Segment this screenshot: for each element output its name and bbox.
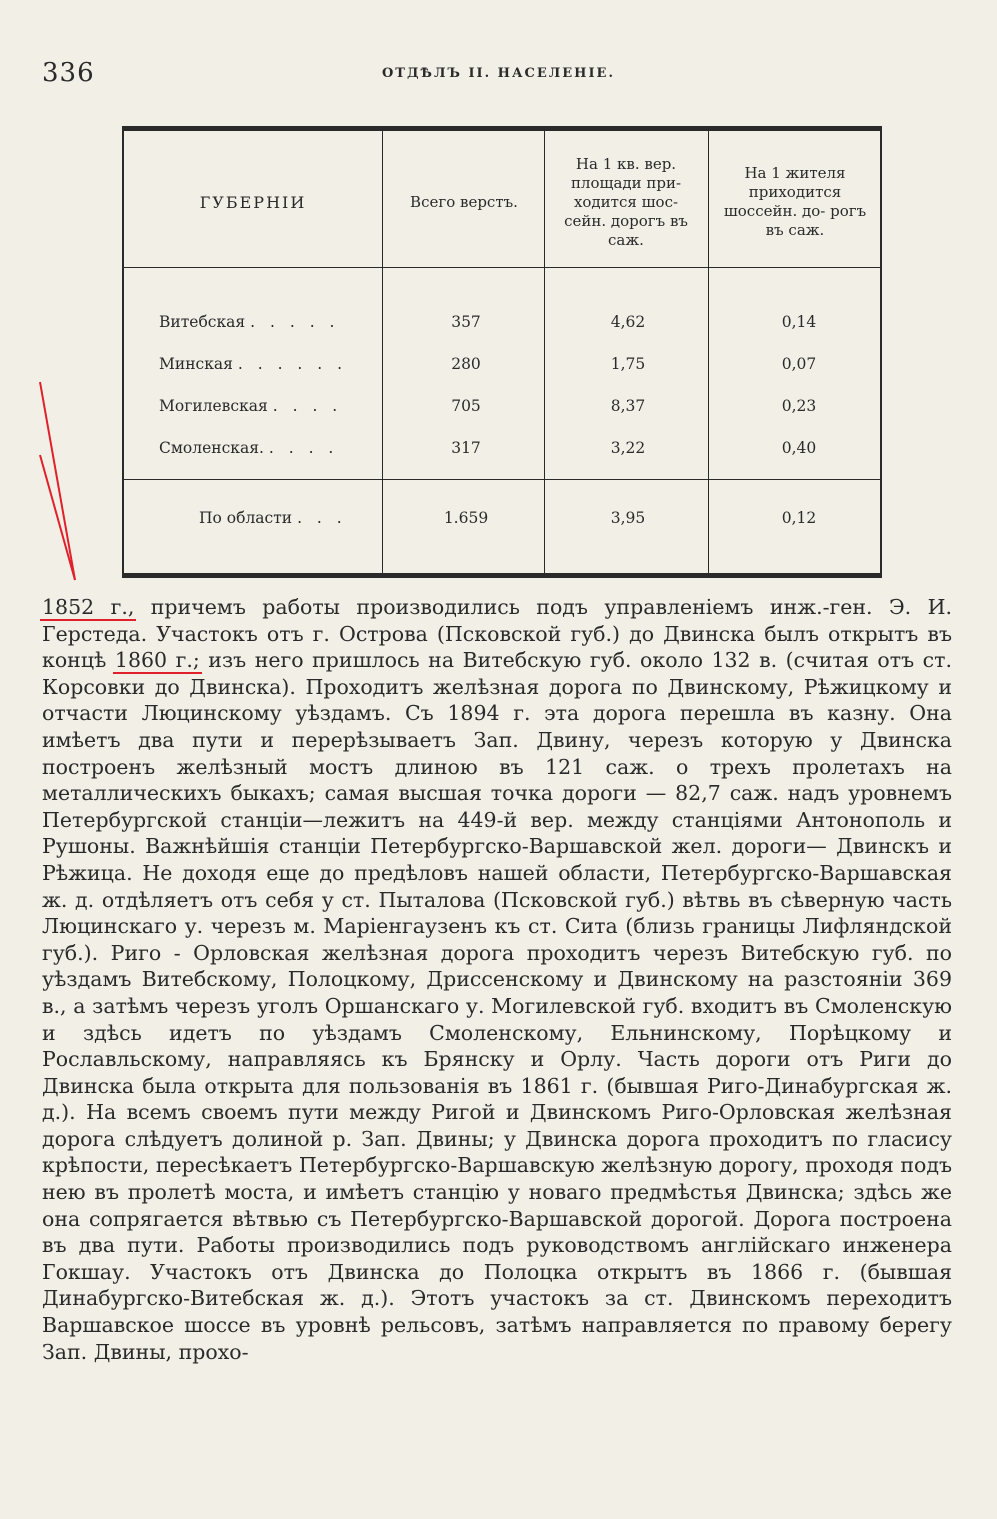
per-person-value: 0,12 — [781, 509, 817, 527]
total-versts: 1.659 — [443, 509, 489, 527]
per-area-value: 1,75 — [610, 355, 646, 373]
table-row — [124, 391, 880, 421]
column-header-total-versts: Всего верстъ. — [410, 192, 518, 211]
highlight-text: 1860 г.; — [114, 648, 200, 673]
per-person-value: 0,23 — [781, 397, 817, 415]
table-total-row — [124, 503, 880, 533]
body-text — [42, 594, 952, 1365]
leader-dots: . . . — [297, 509, 347, 527]
leader-dots: . . . . — [268, 439, 339, 457]
red-arrow-annotation — [0, 0, 120, 620]
column-header-per-area: На 1 кв. вер. площади при- ходится шос- сейн. дорогъ въ саж. — [564, 154, 688, 249]
statistics-table — [122, 126, 882, 578]
province-name: Смоленская. — [159, 439, 264, 457]
per-person-value: 0,07 — [781, 355, 817, 373]
total-versts: 317 — [451, 439, 481, 457]
total-label: По области — [199, 509, 293, 527]
total-versts: 705 — [451, 397, 481, 415]
table-row — [124, 349, 880, 379]
highlighted-date — [115, 648, 200, 672]
body-text-segment: изъ него пришлось на Витебскую губ. около 132 в. (считая отъ ст. Корсовки до Двинска). Проходитъ желѣзная дорога по Двинскому, Рѣжицкому и отчасти Люцинскому уѣздамъ. Съ 1894 г. эта дорога перешла въ казну. Она имѣетъ два пути и перерѣзываетъ Зап. Двину, черезъ которую у Двинска построенъ желѣзный мостъ длиною въ 121 саж. о трехъ пролетахъ на металлическихъ быкахъ; самая высшая точка дороги — 82,7 саж. надъ уровнемъ Петербургской станціи—лежитъ на 449-й вер. между станціями Антонополь и Рушоны. Важнѣйшія станціи Петербургско-Варшавской жел. дороги— Двинскъ и Рѣжица. Не доходя еще до предѣловъ нашей области, Петербургско-Варшавская ж. д. отдѣляетъ отъ себя у ст. Пыталова (Псковской губ.) вѣтвь въ сѣверную часть Люцинскаго у. черезъ м. Маріенгаузенъ къ ст. Сита (близь границы Лифляндской губ.). Риго - Орловская желѣзная дорога проходитъ черезъ Витебскую губ. по уѣздамъ Витебскому, Полоцкому, Дриссенскому и Двинскому на разстояніи 369 в., а затѣмъ черезъ уголъ Оршанскаго у. Могилевской губ. входитъ въ Смоленскую и здѣсь идетъ по уѣздамъ Смоленскому, Ельнинскому, Порѣцкому и Рославльскому, направляясь къ Брянску и Орлу. Часть дороги отъ Риги до Двинска была открыта для пользованія въ 1861 г. (бывшая Риго-Динабургская ж. д.). На всемъ своемъ пути между Ригой и Двинскомъ Риго-Орловская желѣзная дорога слѣдуетъ долиной р. Зап. Двины; у Двинска дорога проходитъ по гласису крѣпости, пересѣкаетъ Петербургско-Варшавскую желѣзную дорогу, проходя подъ нею въ пролетѣ моста, и имѣетъ станцію у новаго предмѣстья Двинска; здѣсь же она сопрягается вѣтвью съ Петербургско-Варшавской дорогой. Дорога построена въ два пути. Работы производились подъ руководствомъ англійскаго инженера Гокшау. Участокъ отъ Двинска до Полоцка открытъ въ 1866 г. (бывшая Динабургско-Витебская ж. д.). Этотъ участокъ за ст. Двинскомъ переходитъ Варшавское шоссе въ уровнѣ рельсовъ, затѣмъ направляется по правому берегу Зап. Двины, прохо- — [42, 648, 952, 1364]
page-number: 336 — [42, 58, 95, 88]
leader-dots: . . . . . . — [237, 355, 348, 373]
per-person-value: 0,14 — [781, 313, 817, 331]
per-area-value: 8,37 — [610, 397, 646, 415]
total-versts: 280 — [451, 355, 481, 373]
highlight-text: 1852 г., — [42, 595, 135, 619]
table-row — [124, 307, 880, 337]
per-area-value: 4,62 — [610, 313, 646, 331]
total-versts: 357 — [451, 313, 481, 331]
body-paragraph — [42, 594, 952, 1365]
per-area-value: 3,22 — [610, 439, 646, 457]
per-area-value: 3,95 — [610, 509, 646, 527]
per-person-value: 0,40 — [781, 439, 817, 457]
running-title: ОТДѢЛЪ II. НАСЕЛЕНІЕ. — [381, 66, 615, 81]
column-header-per-person: На 1 жителя приходится шоссейн. до- рогъ въ саж. — [723, 164, 867, 239]
red-underline — [113, 672, 202, 674]
province-name: Могилевская — [159, 397, 268, 415]
red-underline — [40, 619, 136, 621]
body-text-segment: причемъ работы производились подъ управленіемъ инж.-ген. Э. И. Герстеда. Участокъ отъ г. Острова (Псковской губ.) до Двинска былъ открытъ въ концѣ — [42, 595, 952, 673]
leader-dots: . . . . . — [250, 313, 340, 331]
column-header-province: ГУБЕРНІИ — [199, 192, 307, 212]
province-name: Минская — [159, 355, 233, 373]
highlighted-date — [42, 595, 134, 619]
table-row — [124, 433, 880, 463]
leader-dots: . . . . — [272, 397, 343, 415]
province-name: Витебская — [159, 313, 246, 331]
